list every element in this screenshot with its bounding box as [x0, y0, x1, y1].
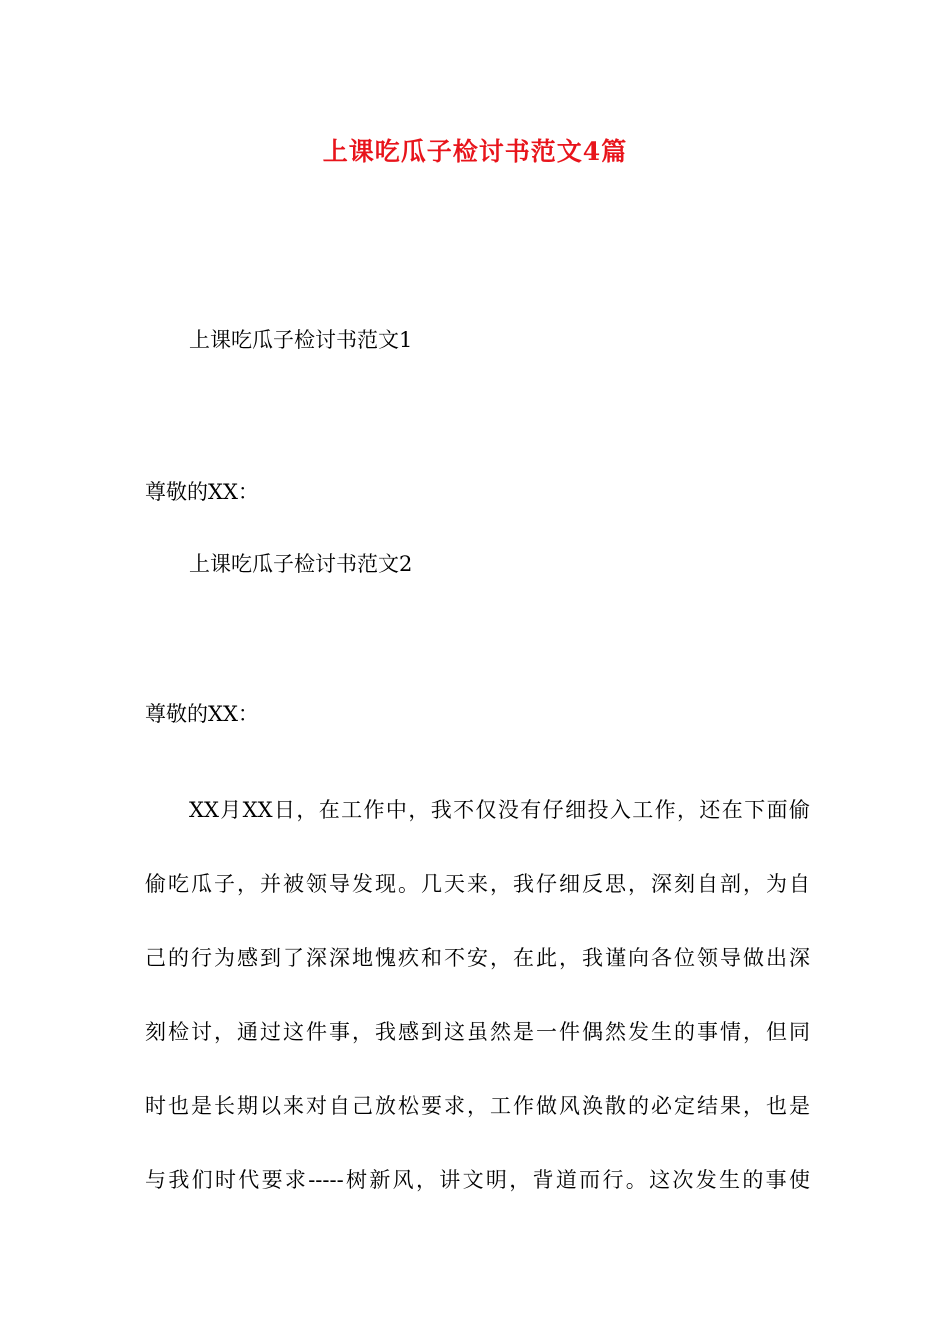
- body-line: 与我们时代要求-----树新风，讲文明，背道而行。这次发生的事使: [145, 1168, 810, 1192]
- body-line: XX月XX日，在工作中，我不仅没有仔细投入工作，还在下面偷: [189, 798, 810, 822]
- body-line: 时也是长期以来对自己放松要求，工作做风涣散的必定结果，也是: [145, 1094, 810, 1118]
- body-line: 己的行为感到了深深地愧疚和不安，在此，我谨向各位领导做出深: [145, 946, 810, 970]
- section-heading-2: 上课吃瓜子检讨书范文2: [189, 552, 413, 576]
- section-heading-1: 上课吃瓜子检讨书范文1: [189, 328, 413, 352]
- salutation-2: 尊敬的XX：: [145, 702, 259, 726]
- salutation-1: 尊敬的XX：: [145, 480, 259, 504]
- document-title: 上课吃瓜子检讨书范文4篇: [322, 137, 628, 166]
- body-paragraph: [145, 773, 810, 1217]
- body-line: 刻检讨，通过这件事，我感到这虽然是一件偶然发生的事情，但同: [145, 1020, 810, 1044]
- body-line: 偷吃瓜子，并被领导发现。几天来，我仔细反思，深刻自剖，为自: [145, 872, 810, 896]
